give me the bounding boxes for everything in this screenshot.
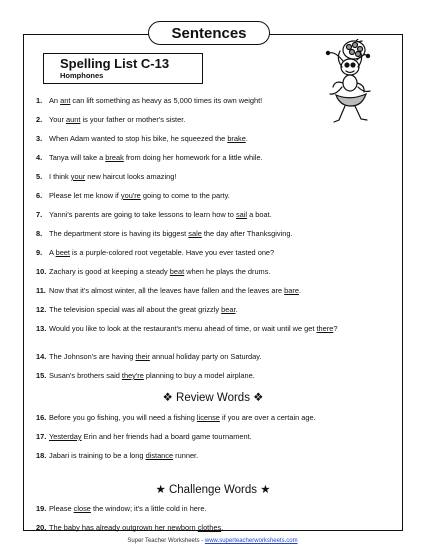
sentence-text: [49, 191, 398, 200]
review-words-label: Review Words: [176, 392, 250, 404]
sentence-text: [49, 115, 398, 124]
sentence-number: 19.: [36, 504, 47, 513]
list-subtitle: Homphones: [60, 71, 104, 80]
list-item: [36, 134, 398, 143]
sentence-number: 13.: [36, 324, 47, 333]
sentence-text: [49, 172, 398, 181]
list-item: [36, 324, 398, 333]
list-item: [36, 267, 398, 276]
sentence-number: 2.: [36, 115, 43, 124]
sentence-pre: Tanya will take a: [49, 153, 106, 162]
sentence-post: .: [298, 286, 302, 295]
footer: [0, 538, 425, 544]
spelling-word: beet: [55, 248, 70, 257]
sentence-text: [49, 305, 398, 314]
sentence-text: [49, 153, 398, 162]
sentence-post: .: [245, 134, 248, 143]
sentence-pre: A: [49, 248, 56, 257]
sentence-post: the window; it's a little cold in here.: [90, 504, 207, 513]
sentence-post: if you are over a certain age.: [219, 413, 316, 422]
list-item: [36, 153, 398, 162]
sentence-post: runner.: [173, 451, 199, 460]
star-icon: ★: [155, 484, 166, 496]
sentence-post: .: [235, 305, 238, 314]
sentence-number: 7.: [36, 210, 43, 219]
sentence-text: [49, 352, 398, 361]
spelling-word: license: [196, 413, 220, 422]
sentence-number: 4.: [36, 153, 43, 162]
sentence-pre: Please: [49, 504, 74, 513]
spelling-list-box: [43, 53, 203, 84]
sentence-post: is your father or mother's sister.: [80, 115, 186, 124]
spelling-word: aunt: [66, 115, 81, 124]
sentence-number: 20.: [36, 523, 47, 532]
sentence-number: 12.: [36, 305, 47, 314]
sentence-post: a boat.: [247, 210, 272, 219]
list-item: [36, 371, 398, 380]
review-words-heading: [23, 392, 403, 405]
sentence-post: new haircut looks amazing!: [85, 172, 177, 181]
list-item: [36, 305, 398, 314]
list-item: [36, 504, 398, 513]
sentence-text: [49, 413, 398, 422]
sentence-number: 15.: [36, 371, 47, 380]
spelling-word: brake: [227, 134, 246, 143]
sentence-text: [49, 371, 398, 380]
sentence-post: from doing her homework for a little while.: [123, 153, 263, 162]
sentence-post: is a purple-colored root vegetable. Have you ever tasted one?: [69, 248, 275, 257]
sentence-text: [49, 267, 398, 276]
sentence-number: 17.: [36, 432, 47, 441]
sentence-number: 5.: [36, 172, 43, 181]
list-item: [36, 523, 398, 532]
sentence-pre: Before you go fishing, you will need a fishing: [49, 413, 197, 422]
sentence-pre: I think: [49, 172, 71, 181]
sentence-pre: Yanni's parents are going to take lessons to learn how to: [49, 210, 236, 219]
spelling-word: they're: [121, 371, 144, 380]
sentence-post: Erin and her friends had a board game tournament.: [81, 432, 252, 441]
sentence-number: 18.: [36, 451, 47, 460]
sentence-pre: Your: [49, 115, 66, 124]
sentence-number: 16.: [36, 413, 47, 422]
spelling-word: you're: [120, 191, 141, 200]
sentence-pre: Zachary is good at keeping a steady: [49, 267, 170, 276]
sentence-number: 9.: [36, 248, 43, 257]
list-item: [36, 413, 398, 422]
spelling-word: bear: [221, 305, 236, 314]
sentence-post: annual holiday party on Saturday.: [149, 352, 262, 361]
spelling-word: there: [316, 324, 334, 333]
sentence-text: [49, 451, 398, 460]
star-icon: ★: [260, 484, 271, 496]
sentence-number: 6.: [36, 191, 43, 200]
sentence-number: 3.: [36, 134, 43, 143]
list-item: [36, 352, 398, 361]
footer-link[interactable]: www.superteacherworksheets.com: [204, 538, 298, 544]
challenge-words-label: Challenge Words: [168, 484, 257, 496]
list-item: [36, 210, 398, 219]
sentence-pre: When Adam wanted to stop his bike, he squeezed the: [49, 134, 228, 143]
sentence-number: 8.: [36, 229, 43, 238]
sentence-post: the day after Thanksgiving.: [201, 229, 293, 238]
spelling-word: their: [135, 352, 150, 361]
sentence-post: can lift something as heavy as 5,000 times its own weight!: [70, 96, 263, 105]
spelling-word: sail: [235, 210, 248, 219]
list-item: [36, 451, 398, 460]
sentence-text: [49, 523, 398, 532]
list-item: [36, 172, 398, 181]
sentence-number: 14.: [36, 352, 47, 361]
sentence-text: [49, 504, 398, 513]
sentence-pre: Jabari is training to be a long: [49, 451, 146, 460]
sentence-text: [49, 134, 398, 143]
diamond-icon: ❖: [253, 392, 264, 404]
sentence-text: [49, 324, 398, 333]
sentence-post: when he plays the drums.: [184, 267, 271, 276]
sentence-pre: Please let me know if: [49, 191, 121, 200]
sentence-text: [49, 229, 398, 238]
list-item: [36, 115, 398, 124]
sentence-text: [49, 96, 398, 105]
sentence-pre: The Johnson's are having: [49, 352, 136, 361]
sentence-post: .: [221, 523, 224, 532]
list-item: [36, 96, 398, 105]
page-title: Sentences: [148, 21, 270, 45]
ant-illustration: [312, 39, 382, 125]
list-item: [36, 229, 398, 238]
sentence-number: 11.: [36, 286, 46, 295]
list-title: Spelling List C-13: [60, 56, 170, 71]
spelling-word: ant: [60, 96, 71, 105]
spelling-word: sale: [188, 229, 202, 238]
sentence-pre: The department store is having its biggest: [49, 229, 189, 238]
sentence-number: 1.: [36, 96, 43, 105]
sentence-post: going to come to the party.: [140, 191, 230, 200]
sentence-pre: Susan's brothers said: [49, 371, 122, 380]
sentence-pre: The television special was all about the great grizzly: [49, 305, 222, 314]
spelling-word: break: [105, 153, 124, 162]
sentence-pre: Now that it's almost winter, all the leaves have fallen and the leaves are: [49, 286, 285, 295]
sentence-text: [49, 286, 398, 295]
spelling-word: Yesterday: [49, 432, 82, 441]
list-item: [36, 286, 398, 295]
sentence-number: 10.: [36, 267, 47, 276]
sentence-post: planning to buy a model airplane.: [143, 371, 255, 380]
spelling-word: close: [73, 504, 91, 513]
spelling-word: clothes: [197, 523, 222, 532]
list-item: [36, 248, 398, 257]
sentence-pre: The baby has already outgrown her newborn: [49, 523, 198, 532]
sentence-post: ?: [333, 324, 338, 333]
sentence-text: [49, 432, 398, 441]
list-item: [36, 432, 398, 441]
spelling-word: bare: [284, 286, 299, 295]
list-item: [36, 191, 398, 200]
sentence-pre: Would you like to look at the restaurant's menu ahead of time, or wait until we get: [49, 324, 317, 333]
diamond-icon: ❖: [162, 392, 173, 404]
sentence-pre: An: [49, 96, 61, 105]
challenge-words-heading: [23, 484, 403, 497]
spelling-word: distance: [145, 451, 174, 460]
sentence-text: [49, 248, 398, 257]
sentence-text: [49, 210, 398, 219]
spelling-word: beat: [169, 267, 185, 276]
spelling-word: your: [70, 172, 86, 181]
footer-text: Super Teacher Worksheets -: [127, 538, 205, 544]
